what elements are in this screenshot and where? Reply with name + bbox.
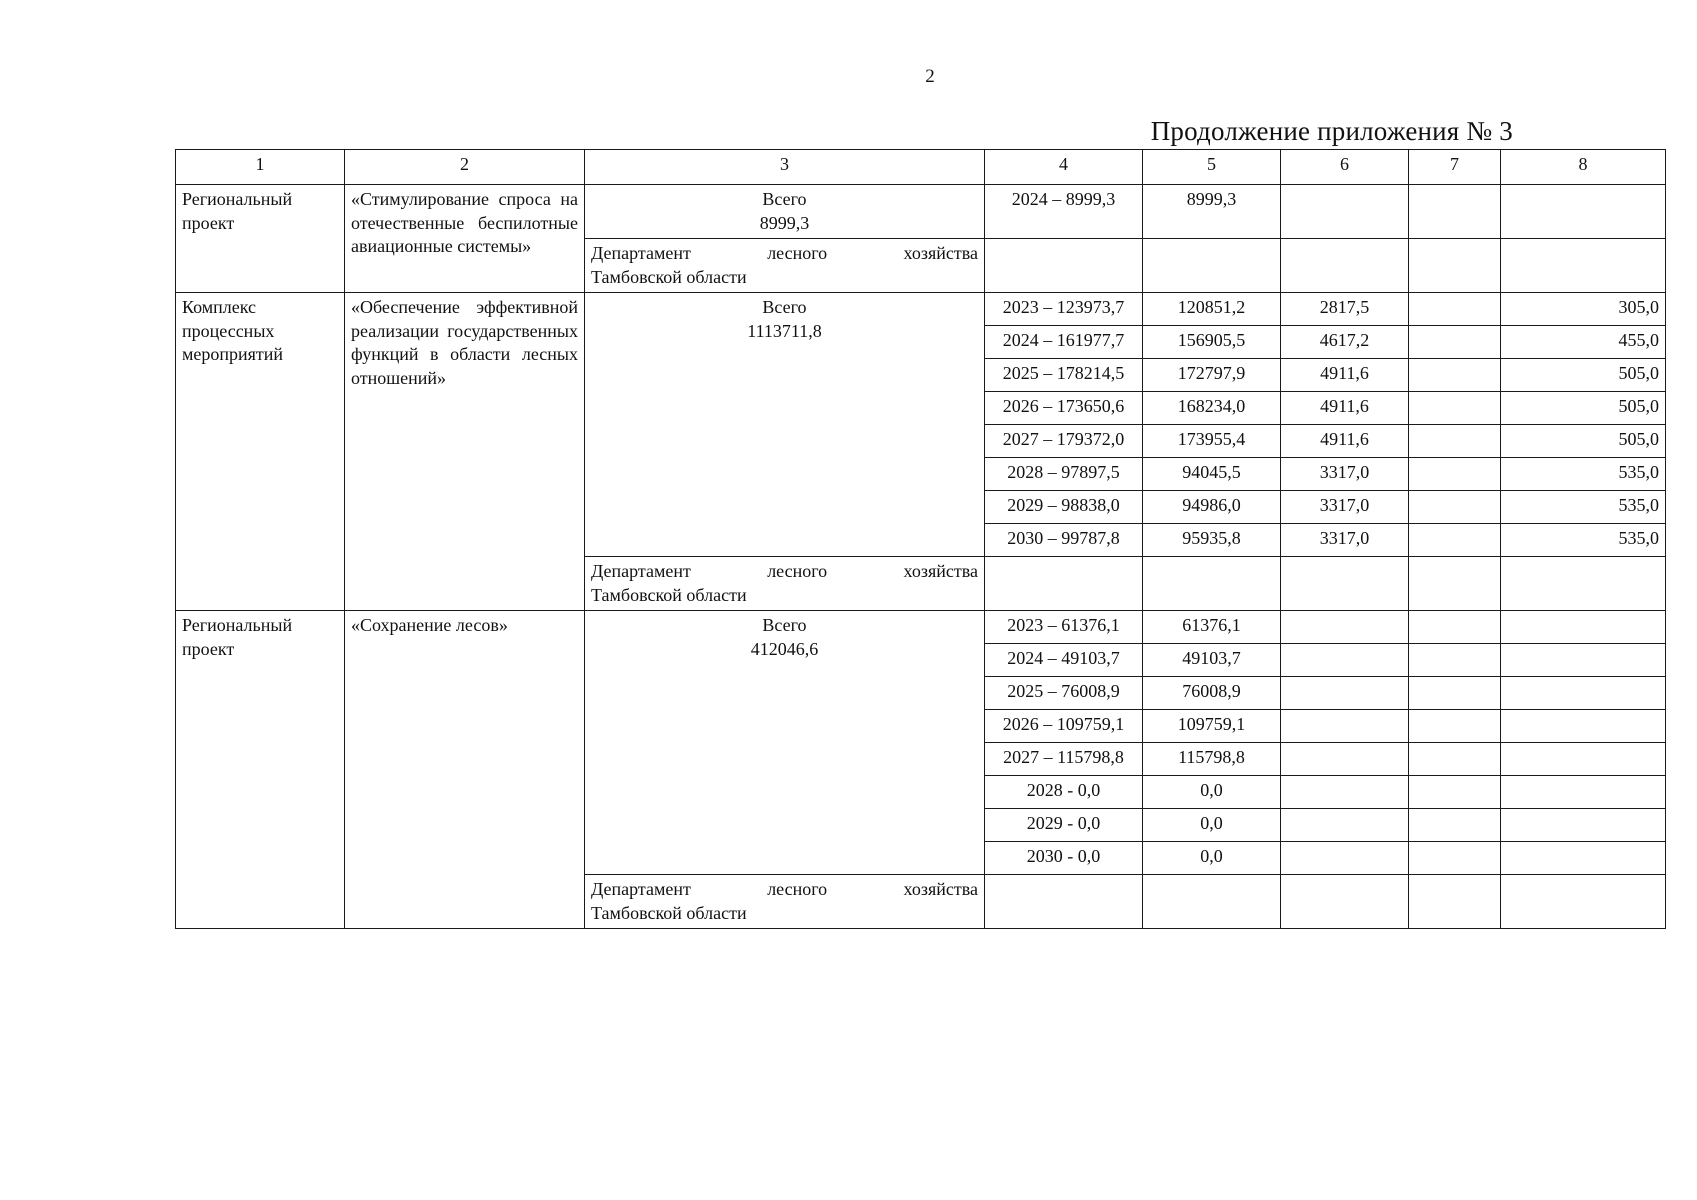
department-word: хозяйства [903, 243, 978, 263]
value-cell-col5: 173955,4 [1143, 425, 1281, 458]
funding-table [175, 149, 1666, 929]
program-name-cell: «Стимулирование спроса на отечественные беспилотные авиационные системы» [345, 185, 585, 293]
year-amount-cell: 2029 – 98838,0 [985, 491, 1143, 524]
year-amount-cell: 2023 – 61376,1 [985, 611, 1143, 644]
value-cell-col8 [1501, 710, 1666, 743]
department-cell [585, 557, 985, 611]
column-header: 7 [1409, 150, 1501, 185]
program-name-cell: «Сохранение лесов» [345, 611, 585, 929]
value-cell-col7 [1409, 776, 1501, 809]
total-cell [585, 293, 985, 557]
value-cell-col8: 505,0 [1501, 392, 1666, 425]
value-cell-col8 [1501, 611, 1666, 644]
value-cell-col5: 172797,9 [1143, 359, 1281, 392]
year-amount-cell: 2024 – 49103,7 [985, 644, 1143, 677]
value-cell-col7 [1409, 491, 1501, 524]
value-cell-col6: 3317,0 [1281, 491, 1409, 524]
value-cell-col5: 156905,5 [1143, 326, 1281, 359]
year-amount-cell: 2028 - 0,0 [985, 776, 1143, 809]
department-line-2: Тамбовской области [591, 584, 747, 605]
year-amount-cell: 2025 – 178214,5 [985, 359, 1143, 392]
year-amount-cell: 2026 – 109759,1 [985, 710, 1143, 743]
department-line-2: Тамбовской области [591, 902, 747, 923]
value-cell-col8 [1501, 644, 1666, 677]
column-header: 8 [1501, 150, 1666, 185]
department-word: лесного [767, 879, 828, 899]
column-header: 4 [985, 150, 1143, 185]
value-cell-col6 [1281, 842, 1409, 875]
value-cell-col5: 120851,2 [1143, 293, 1281, 326]
department-cell [585, 239, 985, 293]
value-cell-col6 [1281, 710, 1409, 743]
total-label: Всего [762, 615, 807, 635]
value-cell-col5: 109759,1 [1143, 710, 1281, 743]
program-type-cell: Региональный проект [176, 185, 345, 293]
value-cell-col5: 94986,0 [1143, 491, 1281, 524]
value-cell-col6 [1281, 644, 1409, 677]
empty-cell [1409, 875, 1501, 929]
empty-cell [1501, 557, 1666, 611]
table-row [176, 611, 1666, 644]
value-cell-col5: 76008,9 [1143, 677, 1281, 710]
department-word: Департамент [591, 879, 691, 899]
value-cell-col5: 94045,5 [1143, 458, 1281, 491]
value-cell-col7 [1409, 809, 1501, 842]
value-cell-col8 [1501, 776, 1666, 809]
empty-cell [1281, 239, 1409, 293]
value-cell-col7 [1409, 425, 1501, 458]
table-row [176, 293, 1666, 326]
value-cell-col8 [1501, 185, 1666, 239]
total-label: Всего [762, 297, 807, 317]
department-word: лесного [767, 561, 828, 581]
value-cell-col5: 8999,3 [1143, 185, 1281, 239]
value-cell-col6: 3317,0 [1281, 458, 1409, 491]
year-amount-cell: 2024 – 161977,7 [985, 326, 1143, 359]
value-cell-col7 [1409, 611, 1501, 644]
department-line-2: Тамбовской области [591, 266, 747, 287]
value-cell-col8 [1501, 809, 1666, 842]
total-cell [585, 185, 985, 239]
empty-cell [1281, 557, 1409, 611]
value-cell-col8 [1501, 842, 1666, 875]
empty-cell [985, 239, 1143, 293]
department-line-1 [591, 242, 978, 266]
value-cell-col8: 505,0 [1501, 359, 1666, 392]
value-cell-col5: 49103,7 [1143, 644, 1281, 677]
column-header: 3 [585, 150, 985, 185]
year-amount-cell: 2027 – 115798,8 [985, 743, 1143, 776]
value-cell-col7 [1409, 524, 1501, 557]
value-cell-col6 [1281, 677, 1409, 710]
value-cell-col7 [1409, 326, 1501, 359]
empty-cell [1281, 875, 1409, 929]
value-cell-col6: 2817,5 [1281, 293, 1409, 326]
column-header: 2 [345, 150, 585, 185]
value-cell-col5: 115798,8 [1143, 743, 1281, 776]
program-type-cell: Комплекс процессных мероприятий [176, 293, 345, 611]
value-cell-col5: 61376,1 [1143, 611, 1281, 644]
value-cell-col7 [1409, 743, 1501, 776]
total-value: 8999,3 [759, 212, 810, 233]
value-cell-col8 [1501, 677, 1666, 710]
year-amount-cell: 2027 – 179372,0 [985, 425, 1143, 458]
department-word: Департамент [591, 561, 691, 581]
value-cell-col8: 505,0 [1501, 425, 1666, 458]
department-cell [585, 875, 985, 929]
total-label: Всего [762, 189, 807, 209]
value-cell-col8 [1501, 743, 1666, 776]
value-cell-col5: 95935,8 [1143, 524, 1281, 557]
value-cell-col8: 535,0 [1501, 491, 1666, 524]
empty-cell [1143, 557, 1281, 611]
table-row [176, 185, 1666, 239]
empty-cell [1409, 239, 1501, 293]
value-cell-col6: 4617,2 [1281, 326, 1409, 359]
department-word: хозяйства [903, 561, 978, 581]
department-word: хозяйства [903, 879, 978, 899]
value-cell-col7 [1409, 458, 1501, 491]
value-cell-col7 [1409, 185, 1501, 239]
year-amount-cell: 2026 – 173650,6 [985, 392, 1143, 425]
empty-cell [1501, 239, 1666, 293]
program-name-cell: «Обеспечение эффективной реализации государственных функций в области лесных отношений» [345, 293, 585, 611]
value-cell-col7 [1409, 710, 1501, 743]
empty-cell [1143, 239, 1281, 293]
year-amount-cell: 2025 – 76008,9 [985, 677, 1143, 710]
year-amount-cell: 2024 – 8999,3 [985, 185, 1143, 239]
value-cell-col6 [1281, 185, 1409, 239]
value-cell-col7 [1409, 359, 1501, 392]
value-cell-col5: 0,0 [1143, 842, 1281, 875]
year-amount-cell: 2030 - 0,0 [985, 842, 1143, 875]
department-line-1 [591, 560, 978, 584]
total-value: 1113711,8 [747, 320, 822, 341]
column-header: 5 [1143, 150, 1281, 185]
empty-cell [985, 557, 1143, 611]
total-value: 412046,6 [750, 638, 819, 659]
empty-cell [1409, 557, 1501, 611]
value-cell-col6 [1281, 611, 1409, 644]
column-header: 6 [1281, 150, 1409, 185]
value-cell-col8: 535,0 [1501, 458, 1666, 491]
program-type-cell: Региональный проект [176, 611, 345, 929]
value-cell-col5: 168234,0 [1143, 392, 1281, 425]
year-amount-cell: 2023 – 123973,7 [985, 293, 1143, 326]
empty-cell [1501, 875, 1666, 929]
value-cell-col7 [1409, 293, 1501, 326]
value-cell-col5: 0,0 [1143, 809, 1281, 842]
value-cell-col8: 535,0 [1501, 524, 1666, 557]
value-cell-col7 [1409, 644, 1501, 677]
value-cell-col6: 3317,0 [1281, 524, 1409, 557]
department-word: Департамент [591, 243, 691, 263]
year-amount-cell: 2029 - 0,0 [985, 809, 1143, 842]
value-cell-col7 [1409, 842, 1501, 875]
empty-cell [985, 875, 1143, 929]
header-row [176, 150, 1666, 185]
value-cell-col6: 4911,6 [1281, 425, 1409, 458]
value-cell-col6 [1281, 776, 1409, 809]
value-cell-col8: 305,0 [1501, 293, 1666, 326]
department-line-1 [591, 878, 978, 902]
value-cell-col7 [1409, 392, 1501, 425]
value-cell-col6: 4911,6 [1281, 359, 1409, 392]
value-cell-col7 [1409, 677, 1501, 710]
empty-cell [1143, 875, 1281, 929]
value-cell-col6 [1281, 809, 1409, 842]
value-cell-col8: 455,0 [1501, 326, 1666, 359]
value-cell-col5: 0,0 [1143, 776, 1281, 809]
total-cell [585, 611, 985, 875]
value-cell-col6: 4911,6 [1281, 392, 1409, 425]
appendix-heading: Продолжение приложения № 3 [1150, 116, 1513, 146]
column-header: 1 [176, 150, 345, 185]
page-number: 2 [925, 66, 935, 87]
value-cell-col6 [1281, 743, 1409, 776]
year-amount-cell: 2030 – 99787,8 [985, 524, 1143, 557]
department-word: лесного [767, 243, 828, 263]
year-amount-cell: 2028 – 97897,5 [985, 458, 1143, 491]
